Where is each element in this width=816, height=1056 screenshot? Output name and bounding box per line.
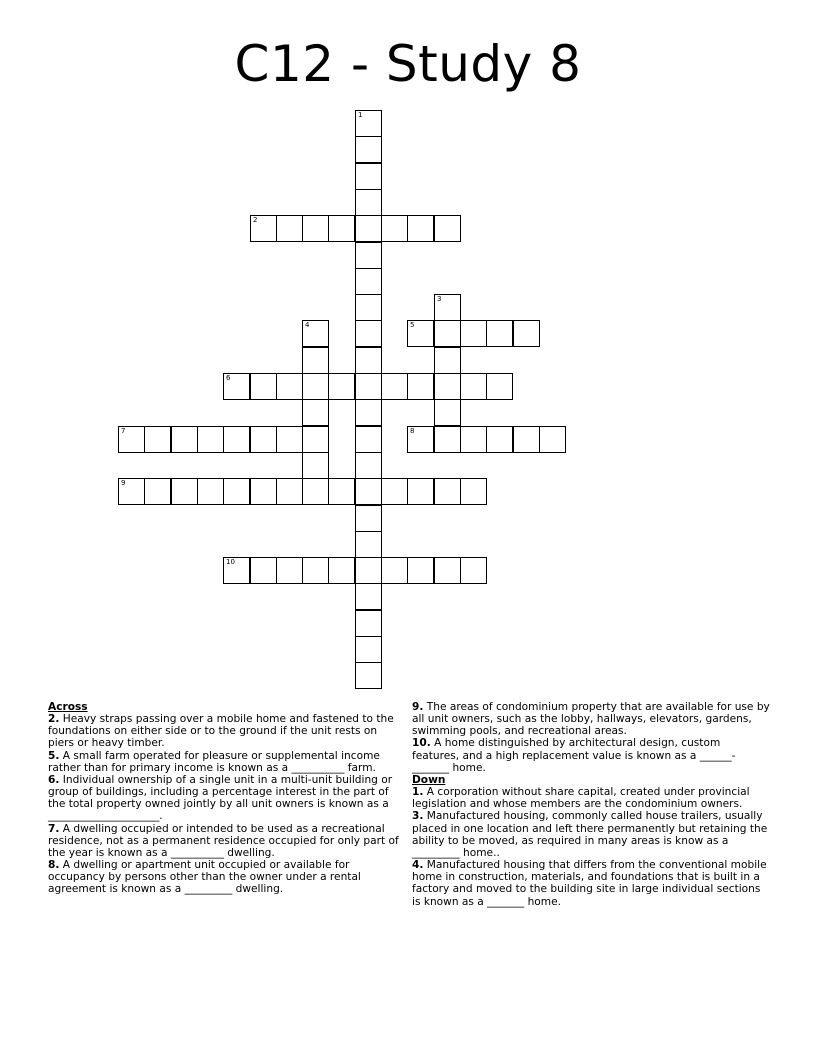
grid-cell: [407, 426, 434, 453]
grid-cell: [328, 478, 355, 505]
clue-number: 3: [437, 295, 442, 303]
grid-cell: [539, 426, 566, 453]
grid-cell: [328, 373, 355, 400]
down-header: Down: [412, 773, 446, 786]
grid-cell: [355, 215, 382, 242]
grid-cell: [223, 426, 250, 453]
clue-across-2: 2. Heavy straps passing over a mobile home and fastened to the foundations on either side or to the ground if the unit rests on piers or heavy timber.: [48, 713, 394, 750]
grid-cell: [250, 478, 277, 505]
grid-cell: [355, 347, 382, 374]
grid-cell: [118, 478, 145, 505]
clue-down-4: 4. Manufactured housing that differs from the conventional mobile home in construction, materials, and foundations that is built in a factory and moved to the building site in large individual sections is known as a _______ home.: [412, 859, 767, 908]
grid-cell: [171, 478, 198, 505]
grid-cell: [355, 610, 382, 637]
clue-number: 5: [410, 321, 415, 329]
clue-number: 8: [410, 427, 415, 435]
grid-cell: [302, 426, 329, 453]
clue-across-5: 5. A small farm operated for pleasure or supplemental income rather than for primary income is known as a __________ farm.: [48, 749, 380, 774]
clue-across-10: 10. A home distinguished by architectural design, custom features, and a high replacement value is known as a ______-_______ home.: [412, 737, 736, 774]
grid-cell: [250, 373, 277, 400]
grid-cell: [250, 426, 277, 453]
grid-cell: [434, 557, 461, 584]
clue-down-1: 1. A corporation without share capital, created under provincial legislation and whose members are the condominium owners.: [412, 786, 750, 811]
grid-cell: [302, 557, 329, 584]
page-title: C12 - Study 8: [234, 35, 582, 93]
grid-cell: [223, 557, 250, 584]
across-header: Across: [48, 701, 88, 713]
grid-cell: [355, 373, 382, 400]
grid-cell: [381, 373, 408, 400]
grid-cell: [460, 373, 487, 400]
grid-cell: [250, 215, 277, 242]
clue-number: 10: [226, 558, 235, 566]
grid-cell: [328, 215, 355, 242]
grid-cell: [460, 426, 487, 453]
grid-cell: [144, 478, 171, 505]
grid-cell: [250, 557, 277, 584]
grid-cell: [355, 505, 382, 532]
grid-cell: [276, 215, 303, 242]
grid-cell: [276, 426, 303, 453]
grid-cell: [434, 399, 461, 426]
clue-number: 9: [121, 479, 126, 487]
grid-cell: [355, 189, 382, 216]
grid-cell: [486, 373, 513, 400]
clue-number: 7: [121, 427, 126, 435]
grid-cell: [355, 136, 382, 163]
grid-cell: [302, 347, 329, 374]
grid-cell: [302, 478, 329, 505]
grid-cell: [381, 478, 408, 505]
clue-down-3: 3. Manufactured housing, commonly called house trailers, usually placed in one location and left there permanently but retaining the ability to be moved, as required in many areas is know as a _________ home..: [412, 810, 768, 859]
grid-cell: [407, 478, 434, 505]
clue-number: 4: [305, 321, 310, 329]
grid-cell: [434, 347, 461, 374]
grid-cell: [381, 215, 408, 242]
grid-cell: [276, 557, 303, 584]
grid-cell: [276, 373, 303, 400]
grid-cell: [355, 110, 382, 137]
grid-cell: [355, 478, 382, 505]
grid-cell: [197, 426, 224, 453]
grid-cell: [460, 320, 487, 347]
clue-number: 6: [226, 374, 231, 382]
grid-cell: [434, 426, 461, 453]
clues-right-column: [412, 701, 770, 908]
grid-cell: [460, 557, 487, 584]
grid-cell: [223, 373, 250, 400]
grid-cell: [513, 426, 540, 453]
grid-cell: [302, 320, 329, 347]
grid-cell: [407, 557, 434, 584]
grid-cell: [302, 452, 329, 479]
grid-cell: [434, 294, 461, 321]
grid-cell: [486, 320, 513, 347]
grid-cell: [434, 373, 461, 400]
grid-cell: [355, 583, 382, 610]
grid-cell: [355, 399, 382, 426]
grid-cell: [171, 426, 198, 453]
grid-cell: [276, 478, 303, 505]
clue-number: 2: [253, 216, 258, 224]
clue-across-8: 8. A dwelling or apartment unit occupied or available for occupancy by persons other than the owner under a rental agreement is known as a _________ dwelling.: [48, 859, 361, 896]
grid-cell: [355, 636, 382, 663]
grid-cell: [513, 320, 540, 347]
grid-cell: [355, 242, 382, 269]
clue-number: 1: [358, 111, 363, 119]
grid-cell: [355, 557, 382, 584]
grid-cell: [407, 215, 434, 242]
grid-cell: [355, 294, 382, 321]
clue-across-9: 9. The areas of condominium property that are available for use by all unit owners, such as the lobby, hallways, elevators, gardens, swimming pools, and recreational areas.: [412, 701, 770, 738]
grid-cell: [355, 320, 382, 347]
grid-cell: [223, 478, 250, 505]
grid-cell: [407, 373, 434, 400]
grid-cell: [460, 478, 487, 505]
grid-cell: [355, 268, 382, 295]
clues-left-column: [48, 701, 406, 896]
grid-cell: [486, 426, 513, 453]
grid-cell: [434, 478, 461, 505]
grid-cell: [355, 452, 382, 479]
grid-cell: [407, 320, 434, 347]
grid-cell: [434, 320, 461, 347]
grid-cell: [302, 215, 329, 242]
clue-across-7: 7. A dwelling occupied or intended to be used as a recreational residence, not as a permanent residence occupied for only part of the year is known as a __________ dwelling.: [48, 822, 399, 859]
grid-cell: [118, 426, 145, 453]
grid-cell: [302, 399, 329, 426]
grid-cell: [355, 531, 382, 558]
grid-cell: [355, 163, 382, 190]
grid-cell: [302, 373, 329, 400]
grid-cell: [355, 426, 382, 453]
grid-cell: [328, 557, 355, 584]
clue-across-6: 6. Individual ownership of a single unit in a multi-unit building or group of buildings, including a percentage interest in the part of the total property owned jointly by all unit owners is known as a _____________________.: [48, 773, 393, 823]
grid-cell: [144, 426, 171, 453]
grid-cell: [434, 215, 461, 242]
grid-cell: [355, 662, 382, 689]
grid-cell: [381, 557, 408, 584]
grid-cell: [197, 478, 224, 505]
